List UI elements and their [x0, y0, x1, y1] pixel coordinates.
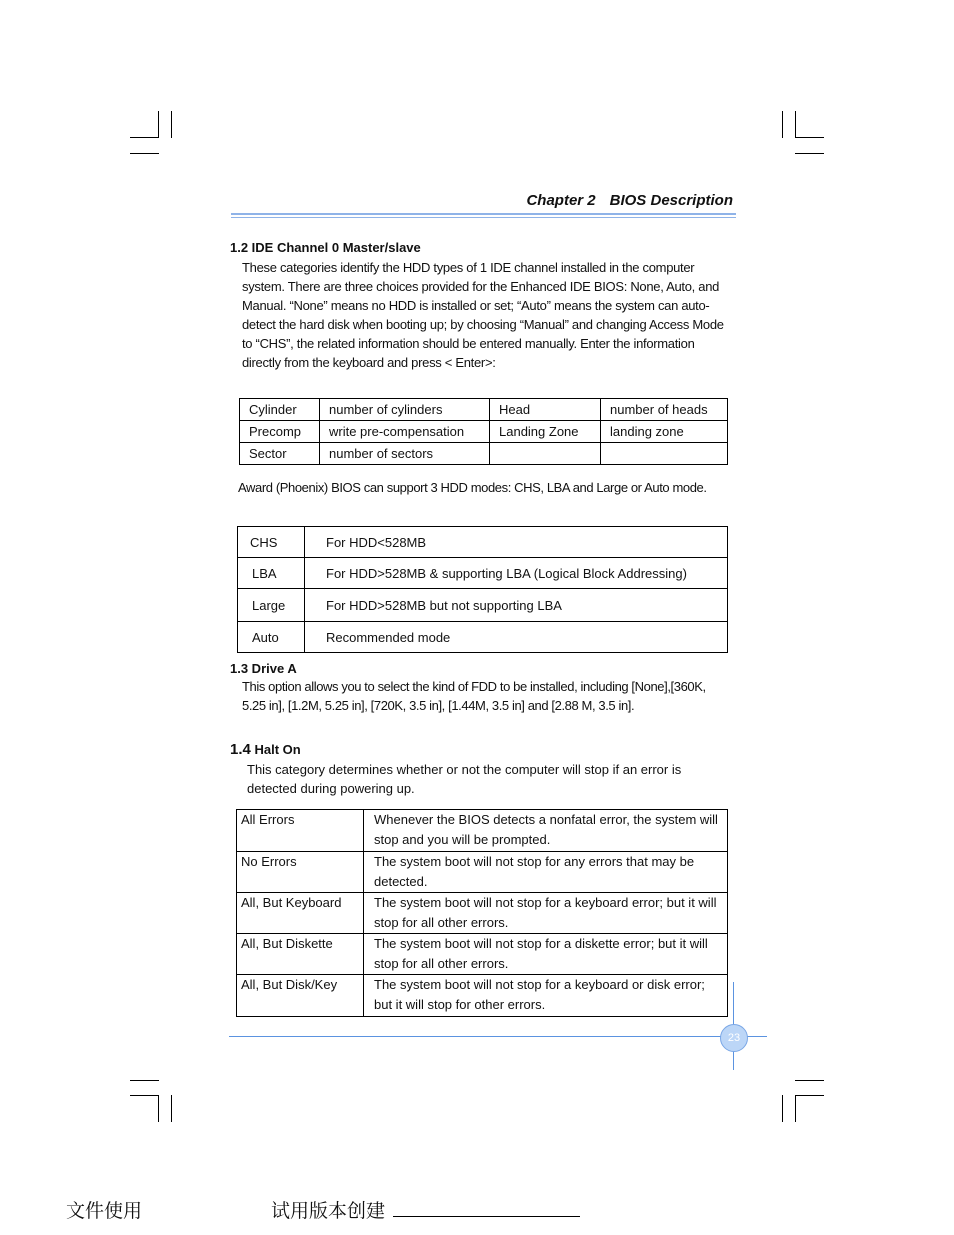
table-row — [237, 852, 728, 893]
footer-rule — [229, 1036, 767, 1037]
table-cell: All Errors — [237, 810, 364, 852]
crop-mark — [158, 111, 159, 138]
table-cell: Precomp — [240, 421, 320, 443]
table-cell: All, But Diskette — [237, 934, 364, 975]
crop-mark — [130, 1080, 159, 1081]
table-cell — [601, 443, 728, 465]
crop-mark — [795, 111, 796, 138]
table-row — [237, 934, 728, 975]
section-number: 1.4 — [230, 741, 251, 758]
table-cell: No Errors — [237, 852, 364, 893]
table-cell: Recommended mode — [305, 622, 728, 653]
table-cell: number of sectors — [320, 443, 490, 465]
crop-mark — [795, 1095, 824, 1096]
halt-on-table — [236, 809, 728, 1017]
crop-mark — [158, 1095, 159, 1122]
table-row — [240, 443, 728, 465]
table-cell: number of cylinders — [320, 399, 490, 421]
crop-mark — [130, 137, 159, 138]
section-heading-ide: 1.2 IDE Channel 0 Master/slave — [230, 240, 421, 255]
table-cell: The system boot will not stop for a keyboard error; but it will stop for all other errors. — [364, 893, 728, 934]
table-cell: All, But Keyboard — [237, 893, 364, 934]
ide-description: These categories identify the HDD types of 1 IDE channel installed in the computer system. There are three choices provided for the Enhanced IDE BIOS: None, Auto, and Manual. “None” means no HDD is installed or set; “Auto” means the system can auto-detect the hard disk when booting up; by choosing “Manual” and changing Access Mode to “CHS”, the related information should be entered manually. Enter the information directly from the keyboard and press < Enter>: — [242, 260, 724, 370]
table-row — [237, 975, 728, 1017]
crop-mark — [171, 1095, 172, 1122]
drive-a-description: This option allows you to select the kind of FDD to be installed, including [None],[360K, 5.25 in], [1.2M, 5.25 in], [720K, 3.5 in], [1.44M, 3.5 in] and [2.88 M, 3.5 in]. — [242, 679, 706, 713]
footer-left-text: 文件使用 — [66, 1200, 143, 1222]
crop-mark — [130, 153, 159, 154]
table-row — [237, 810, 728, 852]
table-cell: For HDD<528MB — [305, 527, 728, 558]
crop-mark — [795, 1095, 796, 1122]
table-row — [240, 421, 728, 443]
header-rule — [231, 217, 736, 218]
footer-underline — [393, 1216, 580, 1217]
ide-parameters-table — [239, 398, 728, 465]
crop-mark — [795, 137, 824, 138]
table-cell: Head — [490, 399, 601, 421]
table-cell: Large — [238, 589, 305, 622]
table-cell: All, But Disk/Key — [237, 975, 364, 1017]
table-cell: landing zone — [601, 421, 728, 443]
table-row — [240, 399, 728, 421]
table-row — [238, 527, 728, 558]
page-number: 23 — [720, 1024, 748, 1052]
chapter-title: BIOS Description — [609, 192, 733, 209]
table-row — [237, 893, 728, 934]
table-row — [238, 589, 728, 622]
halt-on-description: This category determines whether or not the computer will stop if an error is detected during powering up. — [247, 762, 682, 796]
table-cell: The system boot will not stop for a diskette error; but it will stop for all other errors. — [364, 934, 728, 975]
table-cell: number of heads — [601, 399, 728, 421]
table-cell: LBA — [238, 558, 305, 589]
crop-mark — [795, 153, 824, 154]
header-rule — [231, 213, 736, 215]
table-cell: Landing Zone — [490, 421, 601, 443]
crop-mark — [130, 1095, 159, 1096]
footer-right-text: 试用版本创建 — [271, 1200, 386, 1222]
crop-mark — [782, 1095, 783, 1122]
table-cell — [490, 443, 601, 465]
crop-mark — [795, 1080, 824, 1081]
table-cell: CHS — [238, 527, 305, 558]
table-cell: The system boot will not stop for a keyboard or disk error; but it will stop for other errors. — [364, 975, 728, 1017]
table-cell: Sector — [240, 443, 320, 465]
chapter-header — [526, 192, 733, 209]
section-heading-halt-on — [230, 741, 301, 758]
section-heading-drive-a: 1.3 Drive A — [230, 661, 297, 676]
table-cell: For HDD>528MB & supporting LBA (Logical Block Addressing) — [305, 558, 728, 589]
table-cell: Cylinder — [240, 399, 320, 421]
table-cell: write pre-compensation — [320, 421, 490, 443]
table-cell: For HDD>528MB but not supporting LBA — [305, 589, 728, 622]
chapter-number: Chapter 2 — [526, 192, 596, 209]
hdd-modes-table — [237, 526, 728, 653]
crop-mark — [782, 111, 783, 138]
table-row — [238, 558, 728, 589]
table-row — [238, 622, 728, 653]
hdd-modes-intro: Award (Phoenix) BIOS can support 3 HDD modes: CHS, LBA and Large or Auto mode. — [238, 480, 707, 495]
table-cell: Whenever the BIOS detects a nonfatal error, the system will stop and you will be prompted. — [364, 810, 728, 852]
section-title: Halt On — [254, 742, 301, 757]
crop-mark — [171, 111, 172, 138]
table-cell: The system boot will not stop for any errors that may be detected. — [364, 852, 728, 893]
table-cell: Auto — [238, 622, 305, 653]
